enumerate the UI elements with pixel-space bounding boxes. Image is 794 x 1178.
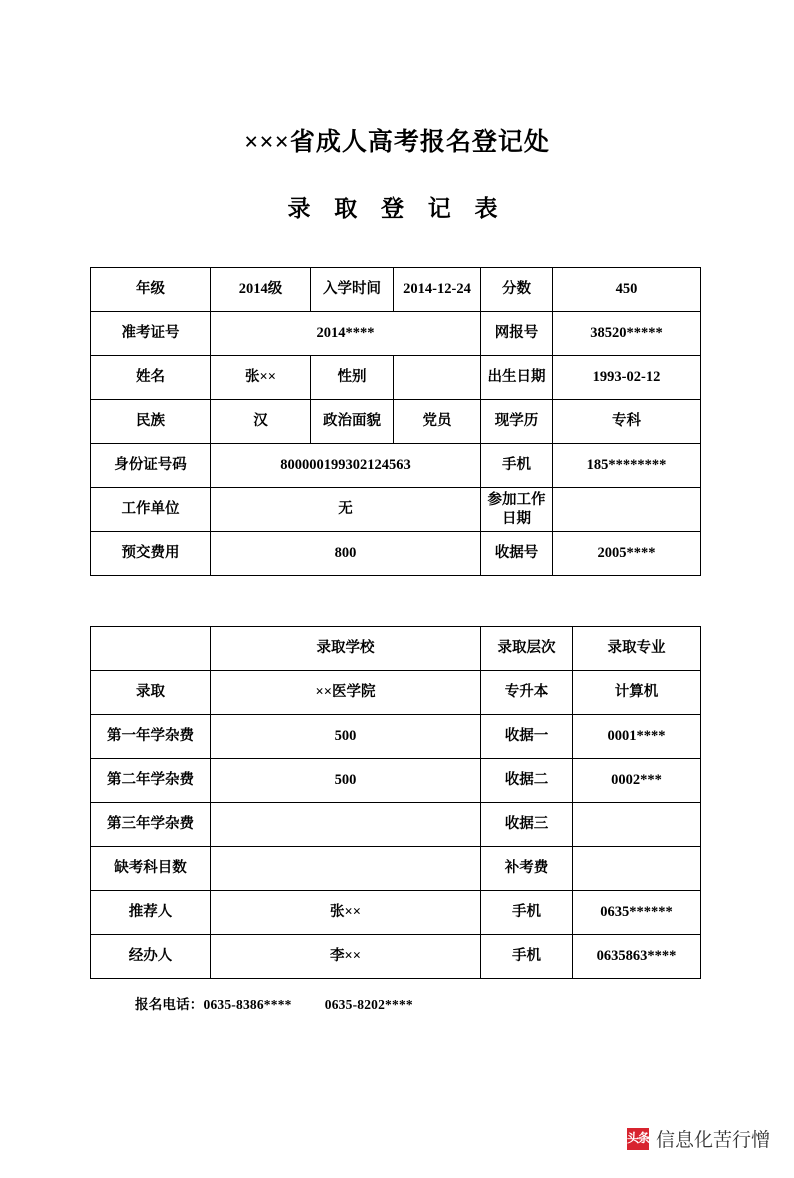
- table-row: [91, 715, 701, 759]
- label-enrollment-date: 入学时间: [311, 268, 394, 312]
- header-blank: [91, 627, 211, 671]
- label-year2-fee: 第二年学杂费: [91, 759, 211, 803]
- label-receipt-number: 收据号: [481, 532, 553, 576]
- value-referrer-mobile: 0635******: [573, 891, 701, 935]
- value-handler: 李××: [211, 935, 481, 979]
- page-title: ×××省成人高考报名登记处: [244, 129, 550, 156]
- toutiao-logo-icon: 头条: [627, 1128, 649, 1150]
- contact-phone-line: [135, 993, 794, 1013]
- label-referrer-mobile: 手机: [481, 891, 573, 935]
- value-birth-date: 1993-02-12: [553, 356, 701, 400]
- value-admission-ticket: 2014****: [211, 312, 481, 356]
- label-id-number: 身份证号码: [91, 444, 211, 488]
- header-major: 录取专业: [573, 627, 701, 671]
- value-receipt-1: 0001****: [573, 715, 701, 759]
- value-year1-fee: 500: [211, 715, 481, 759]
- label-prepaid-fee: 预交费用: [91, 532, 211, 576]
- label-political-status: 政治面貌: [311, 400, 394, 444]
- contact-phone-secondary: 0635-8202****: [324, 997, 413, 1012]
- table-row: [91, 627, 701, 671]
- value-major: 计算机: [573, 671, 701, 715]
- value-receipt-3: [573, 803, 701, 847]
- table-row: [91, 671, 701, 715]
- document-page: [0, 122, 794, 1178]
- label-year3-fee: 第三年学杂费: [91, 803, 211, 847]
- value-ethnicity: 汉: [211, 400, 311, 444]
- label-receipt-1: 收据一: [481, 715, 573, 759]
- value-missed-exams: [211, 847, 481, 891]
- value-id-number: 800000199302124563: [211, 444, 481, 488]
- watermark-text: 信息化苦行憎: [655, 1130, 770, 1151]
- label-gender: 性别: [311, 356, 394, 400]
- page-subtitle: 录 取 登 记 表: [287, 196, 507, 221]
- value-name: 张××: [211, 356, 311, 400]
- value-current-education: 专科: [553, 400, 701, 444]
- value-work-start-date: [553, 488, 701, 532]
- label-work-start-date: 参加工作日期: [481, 488, 553, 532]
- table-row: [91, 935, 701, 979]
- table-row: [91, 759, 701, 803]
- value-prepaid-fee: 800: [211, 532, 481, 576]
- label-referrer: 推荐人: [91, 891, 211, 935]
- label-score: 分数: [481, 268, 553, 312]
- value-score: 450: [553, 268, 701, 312]
- value-political-status: 党员: [394, 400, 481, 444]
- table-row: [91, 803, 701, 847]
- table-row: [91, 312, 701, 356]
- label-grade: 年级: [91, 268, 211, 312]
- table-row: [91, 488, 701, 532]
- value-work-unit: 无: [211, 488, 481, 532]
- registration-info-table: [90, 267, 701, 576]
- label-handler: 经办人: [91, 935, 211, 979]
- value-online-number: 38520*****: [553, 312, 701, 356]
- header-level: 录取层次: [481, 627, 573, 671]
- value-grade: 2014级: [211, 268, 311, 312]
- label-receipt-3: 收据三: [481, 803, 573, 847]
- label-handler-mobile: 手机: [481, 935, 573, 979]
- admission-info-table-wrap: [0, 626, 794, 979]
- value-school: ××医学院: [211, 671, 481, 715]
- value-year2-fee: 500: [211, 759, 481, 803]
- value-receipt-2: 0002***: [573, 759, 701, 803]
- label-current-education: 现学历: [481, 400, 553, 444]
- label-work-unit: 工作单位: [91, 488, 211, 532]
- value-mobile: 185********: [553, 444, 701, 488]
- watermark: [627, 1125, 770, 1152]
- table-row: [91, 532, 701, 576]
- value-handler-mobile: 0635863****: [573, 935, 701, 979]
- value-referrer: 张××: [211, 891, 481, 935]
- label-year1-fee: 第一年学杂费: [91, 715, 211, 759]
- value-gender: [394, 356, 481, 400]
- table-row: [91, 847, 701, 891]
- registration-info-table-wrap: [0, 267, 794, 576]
- label-name: 姓名: [91, 356, 211, 400]
- value-enrollment-date: 2014-12-24: [394, 268, 481, 312]
- label-receipt-2: 收据二: [481, 759, 573, 803]
- label-makeup-fee: 补考费: [481, 847, 573, 891]
- label-mobile: 手机: [481, 444, 553, 488]
- value-makeup-fee: [573, 847, 701, 891]
- label-admission: 录取: [91, 671, 211, 715]
- table-row: [91, 400, 701, 444]
- label-ethnicity: 民族: [91, 400, 211, 444]
- contact-phone-primary: 报名电话：0635-8386****: [135, 997, 292, 1012]
- table-row: [91, 891, 701, 935]
- value-year3-fee: [211, 803, 481, 847]
- label-missed-exams: 缺考科目数: [91, 847, 211, 891]
- value-receipt-number: 2005****: [553, 532, 701, 576]
- value-level: 专升本: [481, 671, 573, 715]
- table-row: [91, 356, 701, 400]
- admission-info-table: [90, 626, 701, 979]
- label-birth-date: 出生日期: [481, 356, 553, 400]
- header-school: 录取学校: [211, 627, 481, 671]
- label-online-number: 网报号: [481, 312, 553, 356]
- label-admission-ticket: 准考证号: [91, 312, 211, 356]
- table-row: [91, 444, 701, 488]
- table-row: [91, 268, 701, 312]
